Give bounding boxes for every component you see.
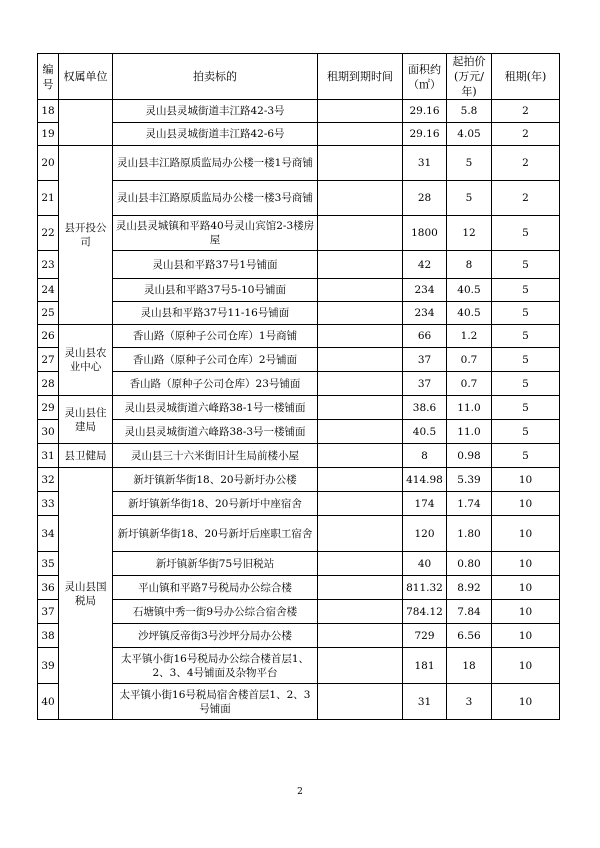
row-price: 40.5 (447, 302, 492, 325)
row-target: 灵山县灵城街道六峰路38-3号一楼铺面 (113, 420, 318, 444)
row-price: 11.0 (447, 420, 492, 444)
row-price: 6.56 (447, 624, 492, 648)
row-number: 24 (38, 279, 59, 302)
row-area: 414.98 (403, 468, 447, 492)
row-price: 0.98 (447, 444, 492, 468)
auction-table (37, 53, 560, 720)
row-lease-end (318, 348, 403, 372)
row-term: 10 (492, 624, 560, 648)
table-row (38, 146, 560, 181)
row-term: 5 (492, 348, 560, 372)
table-row (38, 516, 560, 552)
row-term: 2 (492, 181, 560, 216)
row-target: 灵山县灵城街道丰江路42-3号 (113, 100, 318, 123)
row-target: 新圩镇新华街75号旧税站 (113, 552, 318, 576)
row-area: 40 (403, 552, 447, 576)
row-term: 10 (492, 552, 560, 576)
table-row (38, 372, 560, 396)
row-target: 灵山县灵城街道丰江路42-6号 (113, 123, 318, 146)
row-term: 10 (492, 684, 560, 720)
row-number: 29 (38, 396, 59, 420)
table-row (38, 123, 560, 146)
row-term: 10 (492, 600, 560, 624)
row-lease-end (318, 648, 403, 684)
row-area: 784.12 (403, 600, 447, 624)
row-price: 8 (447, 251, 492, 279)
row-target: 灵山县丰江路原质监局办公楼一楼3号商铺 (113, 181, 318, 216)
row-term: 5 (492, 251, 560, 279)
row-target: 灵山县丰江路原质监局办公楼一楼1号商铺 (113, 146, 318, 181)
row-number: 18 (38, 100, 59, 123)
row-lease-end (318, 302, 403, 325)
row-number: 22 (38, 216, 59, 251)
owner-cell-kaitou: 县开投公司 (59, 146, 113, 325)
table-row (38, 624, 560, 648)
row-area: 181 (403, 648, 447, 684)
table-row (38, 279, 560, 302)
page-number: 2 (297, 787, 303, 797)
header-lease-end: 租期到期时间 (318, 54, 403, 100)
row-price: 12 (447, 216, 492, 251)
header-price: 起拍价(万元/年) (447, 54, 492, 100)
row-lease-end (318, 372, 403, 396)
row-price: 5.39 (447, 468, 492, 492)
row-target: 香山路（原种子公司仓库）23号铺面 (113, 372, 318, 396)
row-price: 7.84 (447, 600, 492, 624)
row-number: 36 (38, 576, 59, 600)
row-area: 42 (403, 251, 447, 279)
table-row (38, 100, 560, 123)
row-number: 26 (38, 325, 59, 348)
row-lease-end (318, 325, 403, 348)
row-price: 1.2 (447, 325, 492, 348)
header-no: 编号 (38, 54, 59, 100)
row-lease-end (318, 600, 403, 624)
row-target: 灵山县灵城镇和平路40号灵山宾馆2-3楼房屋 (113, 216, 318, 251)
table-row (38, 302, 560, 325)
row-lease-end (318, 420, 403, 444)
table-row (38, 576, 560, 600)
row-term: 10 (492, 576, 560, 600)
row-term: 5 (492, 444, 560, 468)
row-area: 729 (403, 624, 447, 648)
row-number: 33 (38, 492, 59, 516)
row-lease-end (318, 181, 403, 216)
row-target: 香山路（原种子公司仓库）2号铺面 (113, 348, 318, 372)
header-row (38, 54, 560, 100)
row-lease-end (318, 444, 403, 468)
row-price: 4.05 (447, 123, 492, 146)
table-row (38, 181, 560, 216)
row-area: 174 (403, 492, 447, 516)
row-price: 40.5 (447, 279, 492, 302)
table-row (38, 325, 560, 348)
row-area: 811.32 (403, 576, 447, 600)
row-target: 灵山县灵城街道六峰路38-1号一楼铺面 (113, 396, 318, 420)
owner-cell-empty (59, 100, 113, 146)
row-area: 120 (403, 516, 447, 552)
row-lease-end (318, 100, 403, 123)
row-target: 太平镇小街16号税局办公综合楼首层1、2、3、4号铺面及杂物平台 (113, 648, 318, 684)
row-price: 3 (447, 684, 492, 720)
row-price: 0.80 (447, 552, 492, 576)
row-term: 10 (492, 516, 560, 552)
row-number: 39 (38, 648, 59, 684)
row-term: 2 (492, 123, 560, 146)
row-target: 香山路（原种子公司仓库）1号商铺 (113, 325, 318, 348)
row-price: 8.92 (447, 576, 492, 600)
table-row (38, 396, 560, 420)
row-lease-end (318, 251, 403, 279)
row-number: 21 (38, 181, 59, 216)
table-row (38, 648, 560, 684)
table-row (38, 251, 560, 279)
header-term: 租期(年) (492, 54, 560, 100)
row-target: 新圩镇新华街18、20号新圩办公楼 (113, 468, 318, 492)
row-number: 38 (38, 624, 59, 648)
row-price: 1.74 (447, 492, 492, 516)
row-term: 10 (492, 648, 560, 684)
owner-cell-zhujian: 灵山县住建局 (59, 396, 113, 444)
row-lease-end (318, 516, 403, 552)
row-term: 10 (492, 492, 560, 516)
table-row (38, 444, 560, 468)
table-row (38, 600, 560, 624)
row-number: 40 (38, 684, 59, 720)
row-price: 0.7 (447, 348, 492, 372)
row-lease-end (318, 216, 403, 251)
row-target: 石塘镇中秀一街9号办公综合宿舍楼 (113, 600, 318, 624)
row-price: 18 (447, 648, 492, 684)
row-area: 29.16 (403, 123, 447, 146)
row-area: 40.5 (403, 420, 447, 444)
row-area: 37 (403, 348, 447, 372)
row-area: 8 (403, 444, 447, 468)
row-price: 1.80 (447, 516, 492, 552)
row-number: 31 (38, 444, 59, 468)
row-term: 5 (492, 216, 560, 251)
row-area: 31 (403, 684, 447, 720)
table-row (38, 348, 560, 372)
owner-cell-nongye: 灵山县农业中心 (59, 325, 113, 396)
row-term: 5 (492, 302, 560, 325)
row-number: 23 (38, 251, 59, 279)
row-number: 19 (38, 123, 59, 146)
row-price: 11.0 (447, 396, 492, 420)
row-lease-end (318, 279, 403, 302)
header-owner: 权属单位 (59, 54, 113, 100)
row-term: 5 (492, 279, 560, 302)
table-row (38, 492, 560, 516)
row-lease-end (318, 146, 403, 181)
row-lease-end (318, 492, 403, 516)
header-target: 拍卖标的 (113, 54, 318, 100)
row-area: 28 (403, 181, 447, 216)
row-term: 5 (492, 372, 560, 396)
row-number: 20 (38, 146, 59, 181)
row-target: 太平镇小街16号税局宿舍楼首层1、2、3号铺面 (113, 684, 318, 720)
row-area: 31 (403, 146, 447, 181)
row-lease-end (318, 123, 403, 146)
row-number: 37 (38, 600, 59, 624)
row-target: 灵山县和平路37号11-16号铺面 (113, 302, 318, 325)
row-term: 10 (492, 468, 560, 492)
table-row (38, 468, 560, 492)
row-number: 27 (38, 348, 59, 372)
row-term: 2 (492, 100, 560, 123)
row-number: 28 (38, 372, 59, 396)
row-target: 平山镇和平路7号税局办公综合楼 (113, 576, 318, 600)
row-term: 5 (492, 325, 560, 348)
table-row (38, 216, 560, 251)
row-target: 灵山县和平路37号5-10号铺面 (113, 279, 318, 302)
row-price: 5 (447, 146, 492, 181)
table-row (38, 420, 560, 444)
row-area: 37 (403, 372, 447, 396)
row-term: 5 (492, 420, 560, 444)
row-price: 5 (447, 181, 492, 216)
row-area: 29.16 (403, 100, 447, 123)
row-lease-end (318, 396, 403, 420)
row-price: 0.7 (447, 372, 492, 396)
row-area: 66 (403, 325, 447, 348)
row-number: 30 (38, 420, 59, 444)
row-target: 新圩镇新华街18、20号新圩中座宿舍 (113, 492, 318, 516)
row-area: 38.6 (403, 396, 447, 420)
row-number: 34 (38, 516, 59, 552)
row-term: 5 (492, 396, 560, 420)
row-lease-end (318, 468, 403, 492)
row-target: 新圩镇新华街18、20号新圩后座职工宿舍 (113, 516, 318, 552)
table-row (38, 552, 560, 576)
row-number: 35 (38, 552, 59, 576)
row-area: 1800 (403, 216, 447, 251)
row-area: 234 (403, 279, 447, 302)
row-area: 234 (403, 302, 447, 325)
row-target: 沙坪镇反帝街3号沙坪分局办公楼 (113, 624, 318, 648)
row-lease-end (318, 684, 403, 720)
row-lease-end (318, 576, 403, 600)
row-lease-end (318, 552, 403, 576)
owner-cell-guoshui: 灵山县国税局 (59, 468, 113, 720)
row-target: 灵山县和平路37号1号铺面 (113, 251, 318, 279)
owner-cell-weijian: 县卫健局 (59, 444, 113, 468)
row-term: 2 (492, 146, 560, 181)
row-price: 5.8 (447, 100, 492, 123)
header-area: 面积约（㎡） (403, 54, 447, 100)
row-number: 25 (38, 302, 59, 325)
table-row (38, 684, 560, 720)
row-target: 灵山县三十六米街旧计生局前楼小屋 (113, 444, 318, 468)
row-lease-end (318, 624, 403, 648)
row-number: 32 (38, 468, 59, 492)
